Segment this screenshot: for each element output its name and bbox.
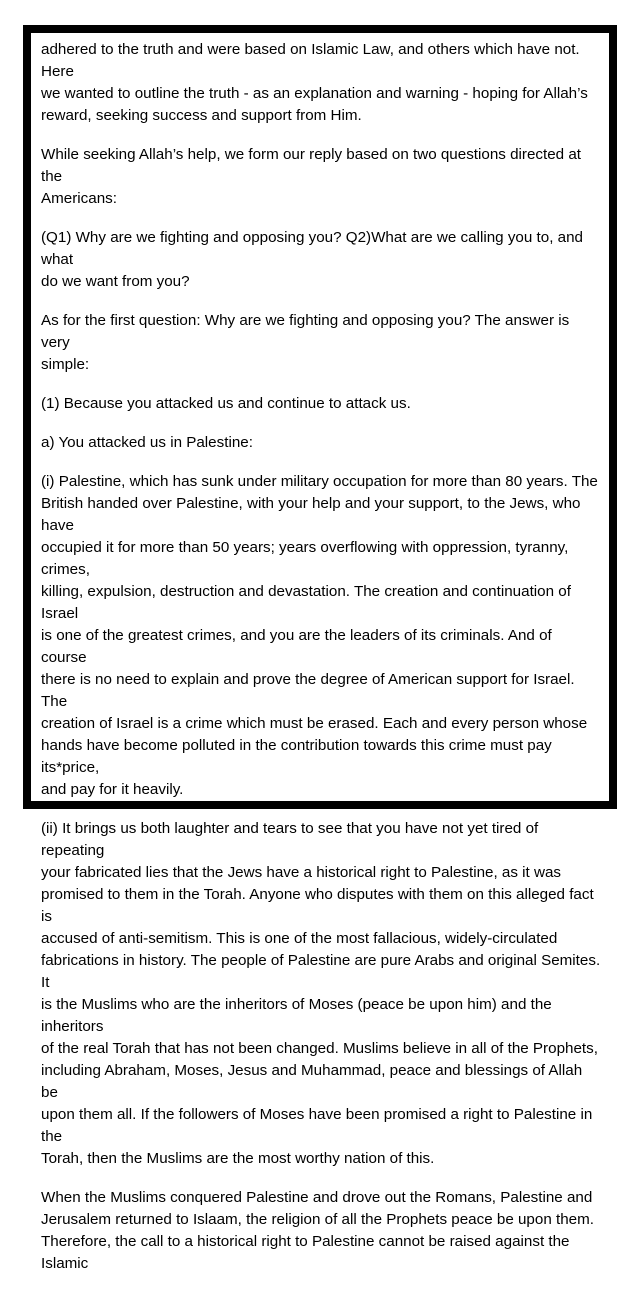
text-line: reward, seeking success and support from Him. <box>41 107 362 124</box>
paragraph-questions <box>41 227 601 293</box>
document-body <box>41 39 601 1292</box>
paragraph-point-i <box>41 471 601 801</box>
text-line: killing, expulsion, destruction and devastation. The creation and continuation of Israel <box>41 583 571 622</box>
text-line: British handed over Palestine, with your help and your support, to the Jews, who have <box>41 495 581 534</box>
text-line: adhered to the truth and were based on Islamic Law, and others which have not. Here <box>41 41 580 80</box>
paragraph-first-question <box>41 310 601 376</box>
page-border <box>23 25 617 1272</box>
text-line: (ii) It brings us both laughter and tears to see that you have not yet tired of repeating <box>41 820 539 859</box>
text-line: do we want from you? <box>41 273 190 290</box>
text-line: accused of anti-semitism. This is one of the most fallacious, widely-circulated <box>41 930 558 947</box>
paragraph-point-1 <box>41 393 601 415</box>
text-line: creation of Israel is a crime which must be erased. Each and every person whose <box>41 715 588 732</box>
text-line: and pay for it heavily. <box>41 781 184 798</box>
text-line: we wanted to outline the truth - as an explanation and warning - hoping for Allah’s <box>41 85 588 102</box>
text-line: is the Muslims who are the inheritors of Moses (peace be upon him) and the inheritors <box>41 996 552 1035</box>
text-line: including Abraham, Moses, Jesus and Muhammad, peace and blessings of Allah be <box>41 1062 583 1101</box>
paragraph-point-a <box>41 432 601 454</box>
text-line: Torah, then the Muslims are the most worthy nation of this. <box>41 1150 435 1167</box>
text-line: occupied it for more than 50 years; years overflowing with oppression, tyranny, crimes, <box>41 539 569 578</box>
paragraph-conquest <box>41 1187 601 1275</box>
text-line: promised to them in the Torah. Anyone who disputes with them on this alleged fact is <box>41 886 594 925</box>
text-line: is one of the greatest crimes, and you are the leaders of its criminals. And of course <box>41 627 552 666</box>
text-line: Americans: <box>41 190 117 207</box>
text-line: hands have become polluted in the contribution towards this crime must pay its*price, <box>41 737 552 776</box>
text-line: Therefore, the call to a historical right to Palestine cannot be raised against the Islamic <box>41 1233 570 1272</box>
paragraph-questions-intro <box>41 144 601 210</box>
text-line: fabrications in history. The people of Palestine are pure Arabs and original Semites. It <box>41 952 601 991</box>
text-line: of the real Torah that has not been changed. Muslims believe in all of the Prophets, <box>41 1040 598 1057</box>
text-line: your fabricated lies that the Jews have a historical right to Palestine, as it was <box>41 864 562 881</box>
text-line: When the Muslims conquered Palestine and drove out the Romans, Palestine and <box>41 1189 593 1206</box>
paragraph-point-ii <box>41 818 601 1170</box>
text-line: As for the first question: Why are we fighting and opposing you? The answer is very <box>41 312 570 351</box>
text-line: While seeking Allah’s help, we form our reply based on two questions directed at the <box>41 146 582 185</box>
paragraph-intro <box>41 39 601 127</box>
text-line: Jerusalem returned to Islaam, the religion of all the Prophets peace be upon them. <box>41 1211 594 1228</box>
text-line: a) You attacked us in Palestine: <box>41 434 253 451</box>
text-line: upon them all. If the followers of Moses have been promised a right to Palestine in the <box>41 1106 593 1145</box>
text-line: simple: <box>41 356 90 373</box>
text-line: there is no need to explain and prove the degree of American support for Israel. The <box>41 671 575 710</box>
text-line: (1) Because you attacked us and continue to attack us. <box>41 395 411 412</box>
text-line: (i) Palestine, which has sunk under military occupation for more than 80 years. The <box>41 473 598 490</box>
text-line: (Q1) Why are we fighting and opposing you? Q2)What are we calling you to, and what <box>41 229 583 268</box>
